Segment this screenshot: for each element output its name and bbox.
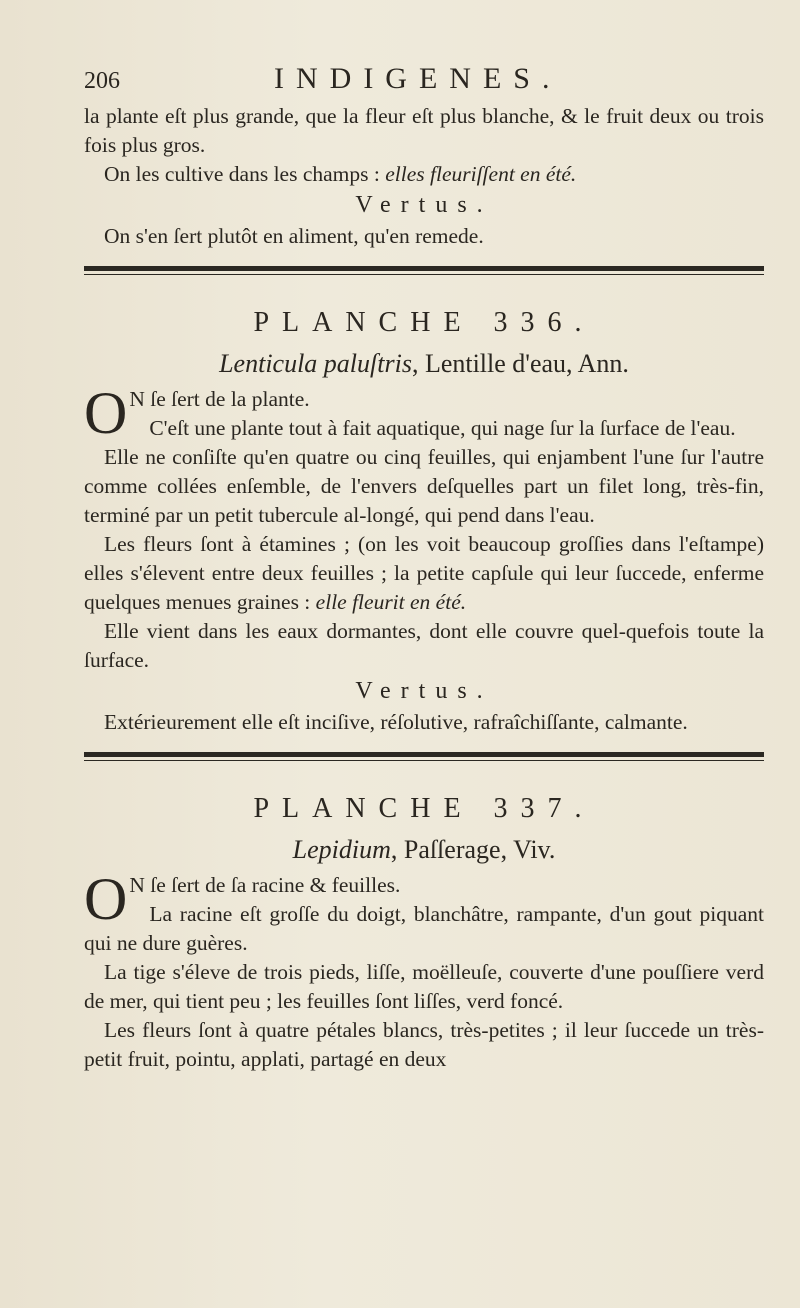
intro-vertus-text: On s'en ſert plutôt en aliment, qu'en remede. xyxy=(104,224,484,248)
planche-337-species: Lepidium, Paſſerage, Viv. xyxy=(292,835,556,864)
page-number: 206 xyxy=(84,68,120,94)
text-block xyxy=(84,62,764,1074)
section-rule-thin xyxy=(84,274,764,275)
planche-336-vertus-text: Extérieurement elle eſt inciſive, réſolutive, rafraîchiſſante, calmante. xyxy=(104,710,688,734)
planche-336-heading: PLANCHE 336. xyxy=(253,307,595,338)
dropcap: O xyxy=(84,380,128,446)
planche-336-paragraph-5: Elle vient dans les eaux dormantes, dont elle couvre quel-quefois toute la ſurface. xyxy=(84,619,764,672)
section-rule xyxy=(84,266,764,271)
dropcap: O xyxy=(84,866,128,932)
intro-paragraph-2: On les cultive dans les champs : elles fleuriſſent en été. xyxy=(104,162,577,186)
planche-336-paragraph-3: Elle ne conſiſte qu'en quatre ou cinq feuilles, qui enjambent l'une ſur l'autre comme collées enſemble, de l'envers deſquelles part un filet long, très-fin, terminé par un petit tubercule al-longé, qui pend dans l'eau. xyxy=(84,445,764,527)
planche-336-paragraph-2: C'eſt une plante tout à fait aquatique, qui nage ſur la ſurface de l'eau. xyxy=(149,416,736,440)
running-head xyxy=(84,62,764,102)
section-rule-thin xyxy=(84,760,764,761)
vertus-heading: Vertus. xyxy=(355,192,493,218)
planche-337-paragraph-3: La tige s'éleve de trois pieds, liſſe, moëlleuſe, couverte d'une pouſſiere verd de mer, qui tient peu ; les feuilles ſont liſſes, verd foncé. xyxy=(84,960,764,1013)
intro-paragraph-1: la plante eſt plus grande, que la fleur eſt plus blanche, & le fruit deux ou trois fois plus gros. xyxy=(84,104,764,157)
planche-337-paragraph-1: O N ſe ſert de ſa racine & feuilles. xyxy=(84,866,401,932)
planche-336-paragraph-4: Les fleurs ſont à étamines ; (on les voit beaucoup groſſies dans l'eſtampe) elles s'élevent entre deux feuilles ; la petite capſule qui leur ſuccede, enferme quelques menues graines : elle fleurit en été. xyxy=(84,532,764,614)
planche-337-paragraph-4: Les fleurs ſont à quatre pétales blancs, très-petites ; il leur ſuccede un très-petit fruit, pointu, applati, partagé en deux xyxy=(84,1018,764,1071)
planche-336-paragraph-1: O N ſe ſert de la plante. xyxy=(84,380,310,446)
planche-337-paragraph-2: La racine eſt groſſe du doigt, blanchâtre, rampante, d'un gout piquant qui ne dure guères. xyxy=(84,902,764,955)
planche-336-species: Lenticula paluſtris, Lentille d'eau, Ann. xyxy=(219,349,629,378)
planche-337-heading: PLANCHE 337. xyxy=(253,793,595,824)
planche-336-vertus-heading: Vertus. xyxy=(355,678,493,704)
running-title: INDIGENES. xyxy=(274,62,562,95)
section-rule xyxy=(84,752,764,757)
